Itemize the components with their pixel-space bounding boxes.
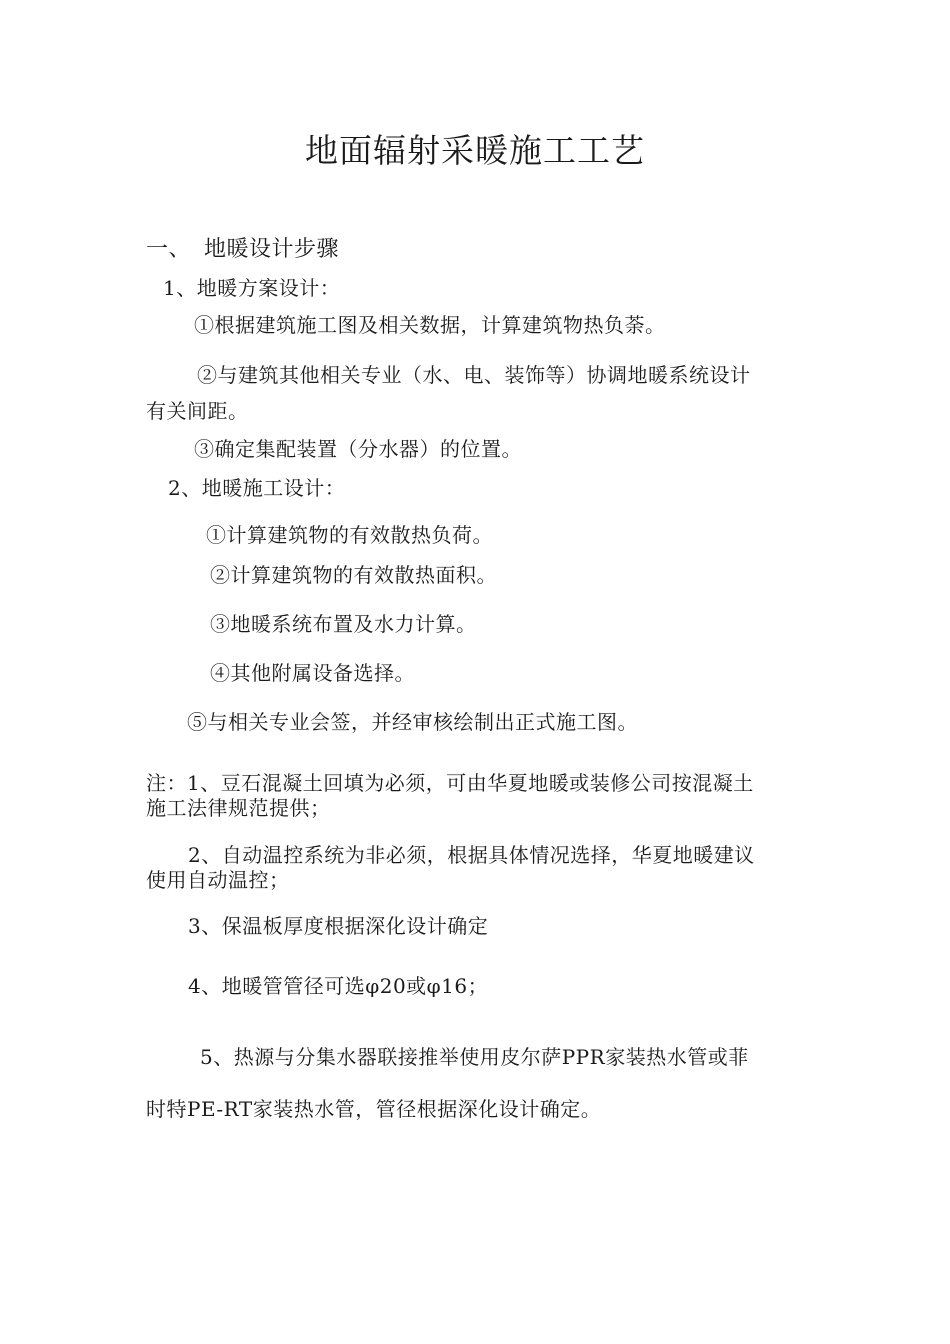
note-text-continuation: 时特PE-RT家装热水管，管径根据深化设计确定。 bbox=[146, 1097, 602, 1121]
note-text: 5、热源与分集水器联接推举使用皮尔萨PPR家装热水管或菲 bbox=[200, 1045, 749, 1069]
list-item: ⑤与相关专业会签，并经审核绘制出正式施工图。 bbox=[187, 710, 638, 734]
list-item: ②计算建筑物的有效散热面积。 bbox=[210, 563, 497, 587]
section-title: 地暖设计步骤 bbox=[204, 237, 340, 262]
subsection-heading-construction: 2、地暖施工设计： bbox=[168, 476, 346, 500]
section-number: 一、 bbox=[146, 237, 192, 262]
list-item: ③确定集配装置（分水器）的位置。 bbox=[194, 437, 522, 461]
note-text: 3、保温板厚度根据深化设计确定 bbox=[188, 914, 489, 938]
note-text: 4、地暖管管径可选φ20或φ16； bbox=[188, 974, 489, 998]
subsection-heading-plan: 1、地暖方案设计： bbox=[163, 276, 341, 300]
list-item: ①根据建筑施工图及相关数据，计算建筑物热负荼。 bbox=[194, 313, 666, 337]
list-item: ①计算建筑物的有效散热负荷。 bbox=[206, 523, 493, 547]
note-text: 注：1、豆石混凝土回填为必须，可由华夏地暖或装修公司按混凝土 bbox=[146, 771, 754, 795]
section-heading bbox=[146, 236, 339, 264]
document-title: 地面辐射采暖施工工艺 bbox=[305, 131, 645, 170]
list-item: ②与建筑其他相关专业（水、电、装饰等）协调地暖系统设计 bbox=[197, 363, 751, 387]
note-text: 2、自动温控系统为非必须，根据具体情况选择，华夏地暖建议 bbox=[188, 843, 755, 867]
note-text-continuation: 使用自动温控； bbox=[146, 868, 290, 892]
list-item: ④其他附属设备选择。 bbox=[210, 661, 415, 685]
list-item-continuation: 有关间距。 bbox=[146, 399, 249, 423]
note-text-continuation: 施工法律规范提供； bbox=[146, 796, 331, 820]
list-item: ③地暖系统布置及水力计算。 bbox=[210, 612, 477, 636]
